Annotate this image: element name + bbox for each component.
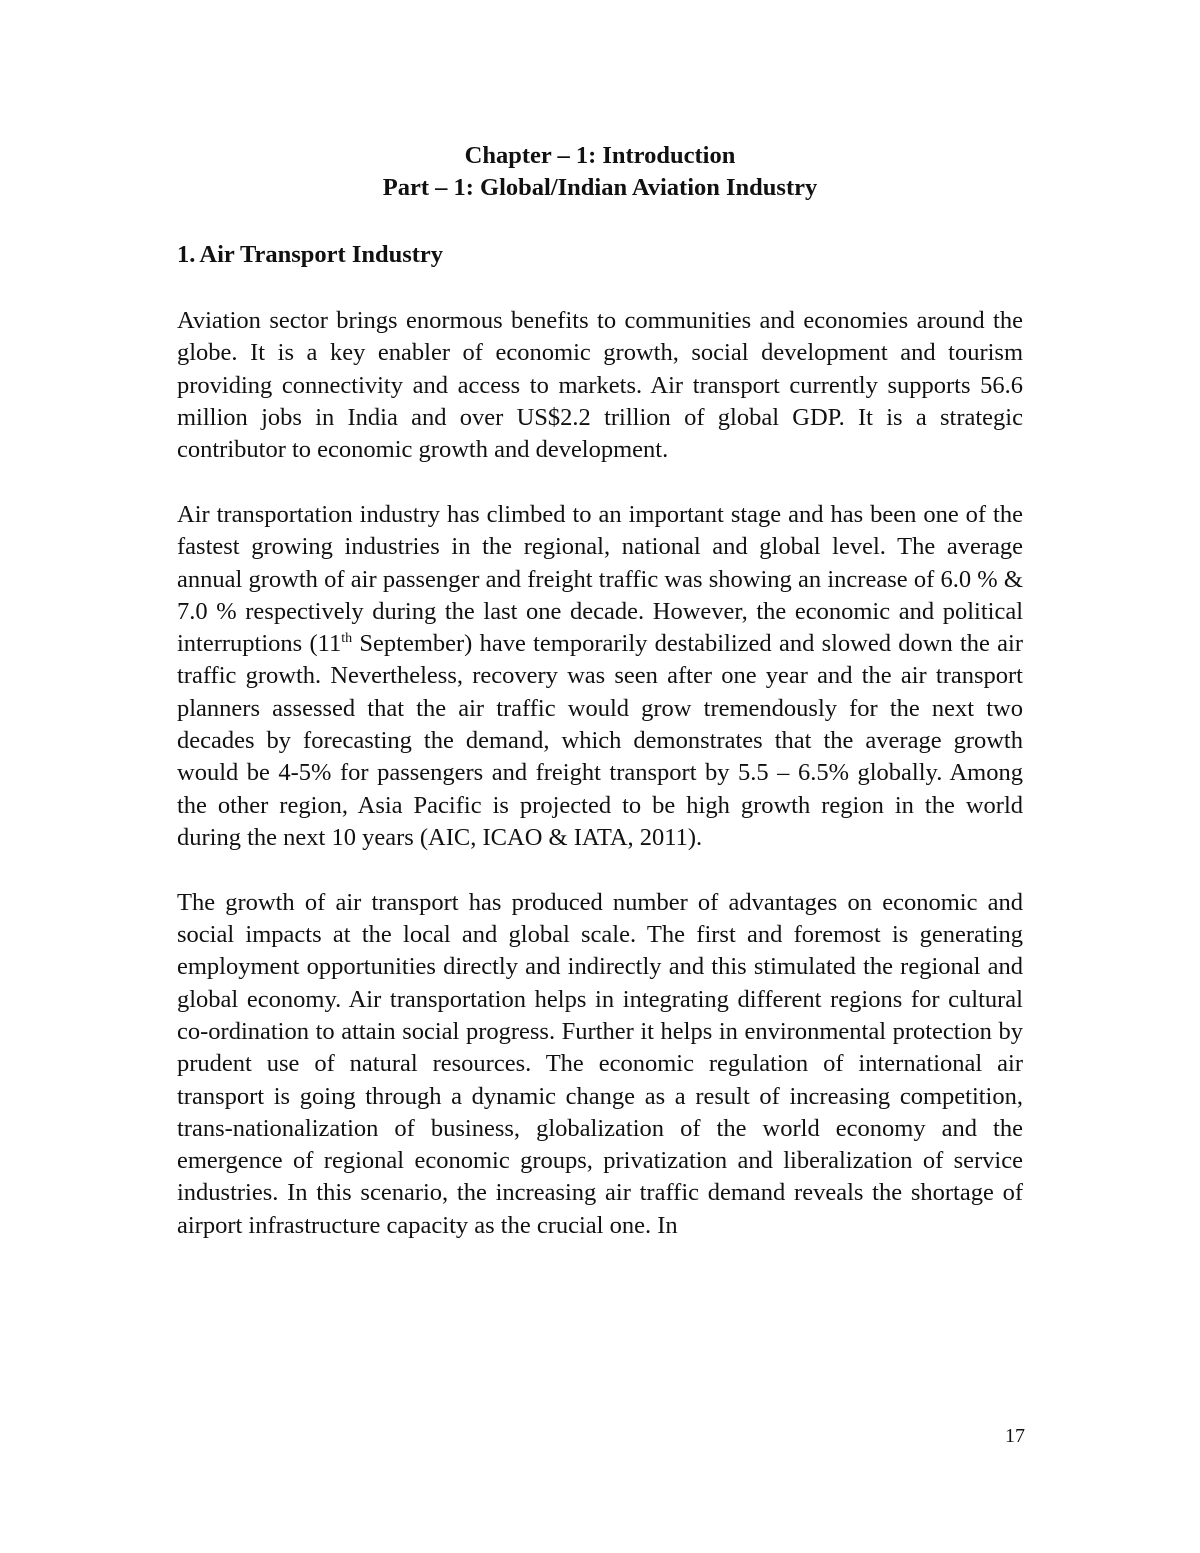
section-number: 1.	[177, 241, 196, 268]
paragraph-2-part-a: Air transportation industry has climbed to an important stage and has been one of the fastest growing industries in the regional, national and global level. The average annual growth of air passenger and freight traffic was showing an increase of 6.0 % & 7.0 % respectively during the last one decade. However, the economic and political interruptions (11	[177, 500, 1023, 658]
paragraph-3: The growth of air transport has produced number of advantages on economic and social impacts at the local and global scale. The first and foremost is generating employment opportunities directly and indirectly and this stimulated the regional and global economy. Air transportation helps in integrating different regions for cultural co-ordination to attain social progress. Further it helps in environmental protection by prudent use of natural resources. The economic regulation of international air transport is going through a dynamic change as a result of increasing competition, trans-nationalization of business, globalization of the world economy and the emergence of regional economic groups, privatization and liberalization of service industries. In this scenario, the increasing air traffic demand reveals the shortage of airport infrastructure capacity as the crucial one. In	[177, 888, 1023, 1239]
paragraph-2-part-b: September) have temporarily destabilized and slowed down the air traffic growth. Nevertheless, recovery was seen after one year and the air transport planners assessed that the air traffic would grow tremendously for the next two decades by forecasting the demand, which demonstrates that the average growth would be 4-5% for passengers and freight transport by 5.5 – 6.5% globally. Among the other region, Asia Pacific is projected to be high growth region in the world during the next 10 years (AIC, ICAO & IATA, 2011).	[177, 630, 1024, 851]
chapter-title: Chapter – 1: Introduction	[464, 142, 736, 169]
document-page	[177, 140, 1023, 1242]
section-heading	[177, 239, 1023, 271]
ordinal-superscript: th	[341, 631, 353, 647]
paragraph-2	[177, 499, 1023, 854]
part-title: Part – 1: Global/Indian Aviation Industry	[382, 174, 818, 201]
section-title: Air Transport Industry	[199, 241, 444, 268]
paragraph-1: Aviation sector brings enormous benefits to communities and economies around the globe. It is a key enabler of economic growth, social development and tourism providing connectivity and access to markets. Air transport currently supports 56.6 million jobs in India and over US$2.2 trillion of global GDP. It is a strategic contributor to economic growth and development.	[177, 307, 1023, 464]
page-number: 17	[1005, 1425, 1025, 1447]
